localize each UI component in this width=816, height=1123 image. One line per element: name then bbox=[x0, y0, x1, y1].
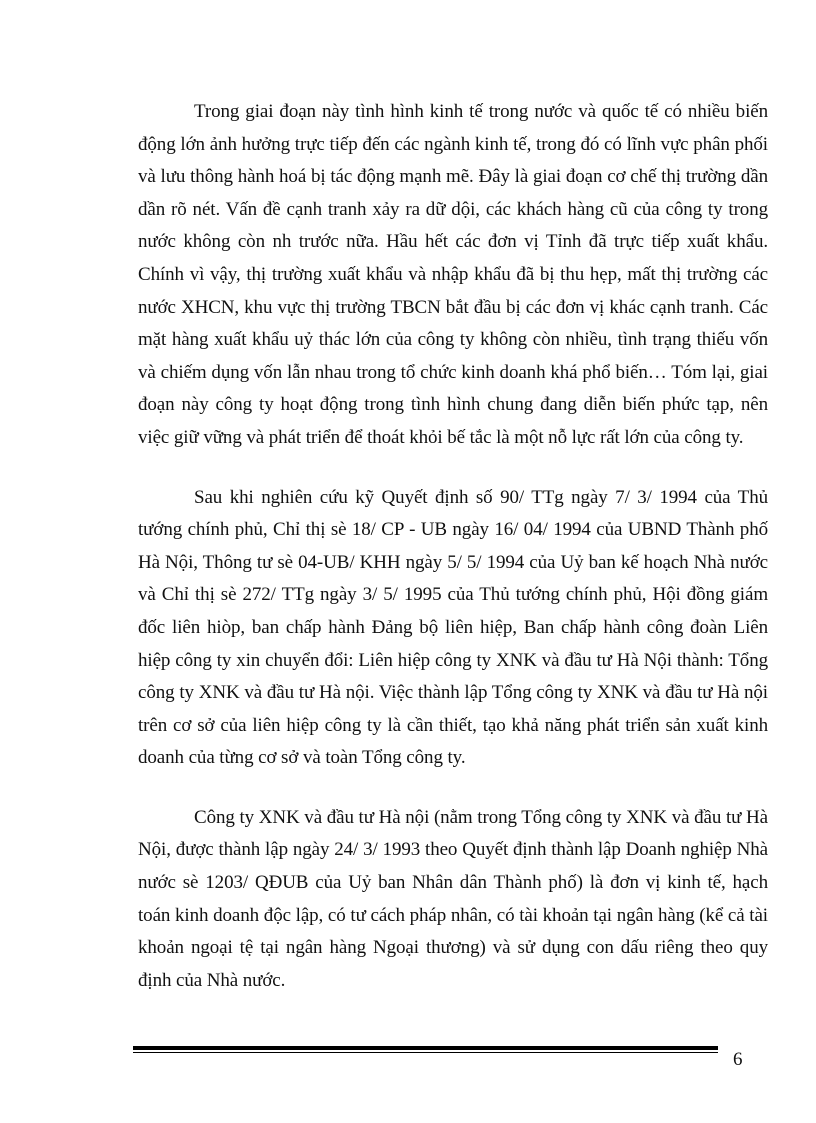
paragraph: Sau khi nghiên cứu kỹ Quyết định số 90/ TTg ngày 7/ 3/ 1994 của Thủ tướng chính phủ, Chỉ thị sè 18/ CP - UB ngày 16/ 04/ 1994 của UBND Thành phố Hà Nội, Thông tư sè 04-UB/ KHH ngày 5/ 5/ 1994 của Uỷ ban kế hoạch Nhà nước và Chỉ thị sè 272/ TTg ngày 3/ 5/ 1995 của Thủ tướng chính phủ, Hội đồng giám đốc liên hiòp, ban chấp hành Đảng bộ liên hiệp, Ban chấp hành công đoàn Liên hiệp công ty xin chuyển đổi: Liên hiệp công ty XNK và đầu tư Hà Nội thành: Tổng công ty XNK và đầu tư Hà nội. Việc thành lập Tổng công ty XNK và đầu tư Hà nội trên cơ sở của liên hiệp công ty là cần thiết, tạo khả năng phát triển sản xuất kinh doanh của từng cơ sở và toàn Tổng công ty. bbox=[138, 486, 768, 769]
paragraph: Trong giai đoạn này tình hình kinh tế trong nước và quốc tế có nhiều biến động lớn ảnh hưởng trực tiếp đến các ngành kinh tế, trong đó có lĩnh vực phân phối và lưu thông hành hoá bị tác động mạnh mẽ. Đây là giai đoạn cơ chế thị trường dần dần rõ nét. Vấn đề cạnh tranh xảy ra dữ dội, các khách hàng cũ của công ty trong nước không còn nh trước nữa. Hầu hết các đơn vị Tỉnh đã trực tiếp xuất khẩu. Chính vì vậy, thị trường xuất khẩu và nhập khẩu đã bị thu hẹp, mất thị trường các nước XHCN, khu vực thị trường TBCN bắt đầu bị các đơn vị khác cạnh tranh. Các mặt hàng xuất khẩu uỷ thác lớn của công ty không còn nhiều, tình trạng thiếu vốn và chiếm dụng vốn lẫn nhau trong tổ chức kinh doanh khá phổ biến… Tóm lại, giai đoạn này công ty hoạt động trong tình hình chung đang diễn biến phức tạp, nên việc giữ vững và phát triển để thoát khỏi bế tắc là một nỗ lực rất lớn của công ty. bbox=[138, 101, 768, 448]
page-number: 6 bbox=[733, 1049, 743, 1070]
document-body bbox=[138, 96, 768, 1024]
footer-rule-thin-line bbox=[133, 1052, 718, 1053]
footer-rule bbox=[133, 1046, 718, 1054]
paragraph: Công ty XNK và đầu tư Hà nội (nằm trong Tổng công ty XNK và đầu tư Hà Nội, được thành lập ngày 24/ 3/ 1993 theo Quyết định thành lập Doanh nghiệp Nhà nước sè 1203/ QĐUB của Uỷ ban Nhân dân Thành phố) là đơn vị kinh tế, hạch toán kinh doanh độc lập, có tư cách pháp nhân, có tài khoản tại ngân hàng (kể cả tài khoản ngoại tệ tại ngân hàng Ngoại thương) và sử dụng con dấu riêng theo quy định của Nhà nước. bbox=[138, 806, 768, 991]
